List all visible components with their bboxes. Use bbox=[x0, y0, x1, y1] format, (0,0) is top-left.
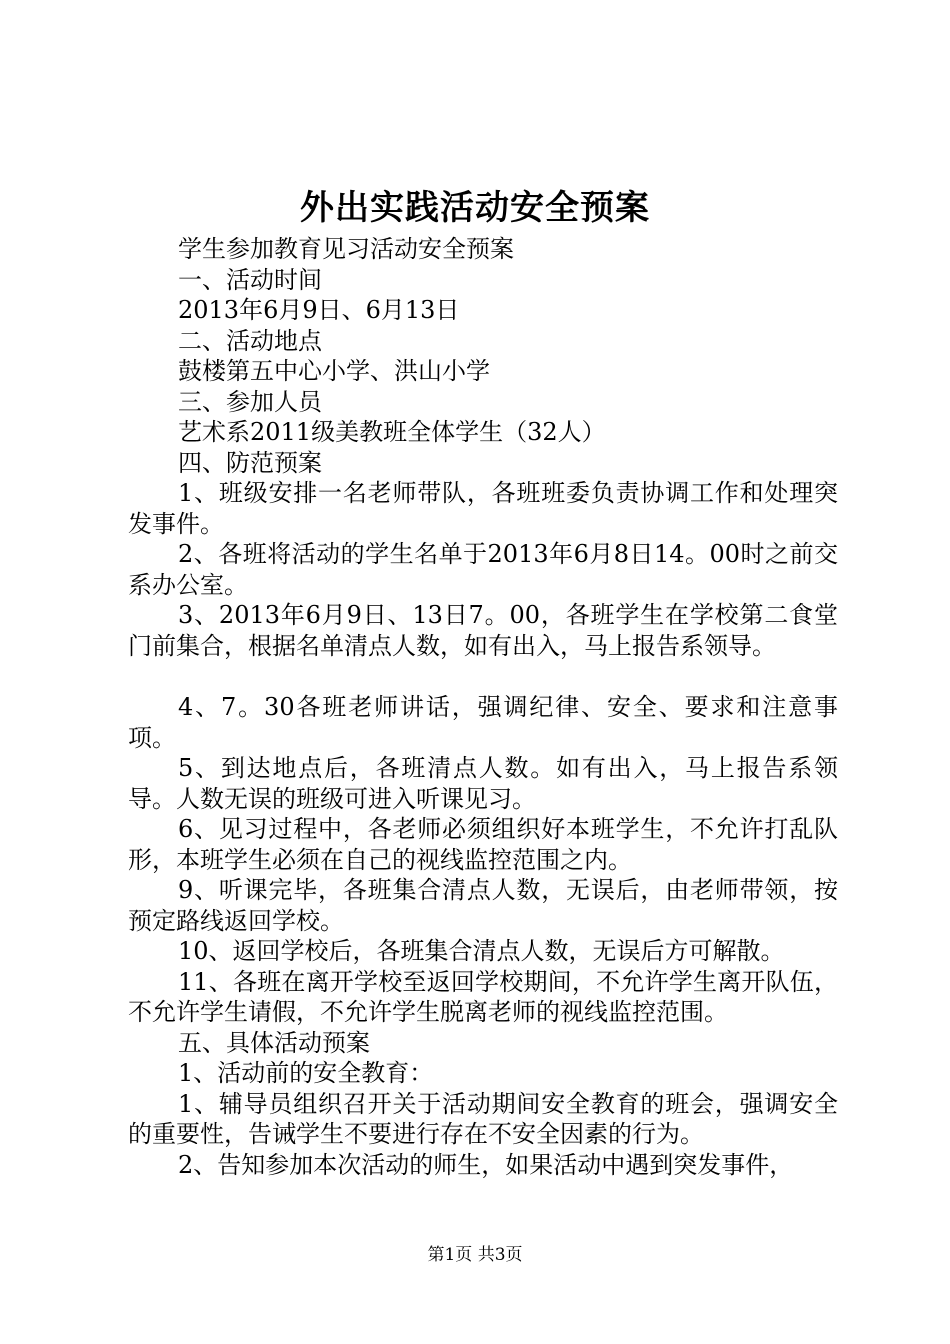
paragraph-location: 鼓楼第五中心小学、洪山小学 bbox=[178, 357, 490, 385]
list-item: 10、返回学校后，各班集合清点人数，无误后方可解散。 bbox=[178, 937, 785, 965]
document-title: 外出实践活动安全预案 bbox=[300, 188, 650, 228]
list-item: 1、辅导员组织召开关于活动期间安全教育的班会，强调安全的重要性，告诫学生不要进行存在不安全因素的行为。 bbox=[128, 1089, 838, 1148]
section-heading-participants: 三、参加人员 bbox=[178, 387, 322, 416]
document-body bbox=[128, 234, 838, 1180]
section-heading-time: 一、活动时间 bbox=[178, 265, 322, 294]
list-item: 3、2013年6月9日、13日7。00，各班学生在学校第二食堂门前集合，根据名单清点人数，如有出入，马上报告系领导。 bbox=[128, 601, 838, 660]
section-heading-prevention: 四、防范预案 bbox=[178, 448, 322, 477]
paragraph-time: 2013年6月9日、6月13日 bbox=[178, 296, 460, 324]
paragraph-participants: 艺术系2011级美教班全体学生（32人） bbox=[178, 418, 606, 446]
list-item: 2、各班将活动的学生名单于2013年6月8日14。00时之前交系办公室。 bbox=[128, 540, 838, 599]
section-heading-activity-plan: 五、具体活动预案 bbox=[178, 1028, 370, 1057]
list-item: 9、听课完毕，各班集合清点人数，无误后，由老师带领，按预定路线返回学校。 bbox=[128, 876, 838, 935]
list-item: 2、告知参加本次活动的师生，如果活动中遇到突发事件， bbox=[178, 1150, 794, 1179]
subsection-heading: 1、活动前的安全教育： bbox=[178, 1059, 434, 1087]
list-item: 11、各班在离开学校至返回学校期间，不允许学生离开队伍，不允许学生请假，不允许学生脱离老师的视线监控范围。 bbox=[128, 967, 838, 1026]
paragraph-subtitle: 学生参加教育见习活动安全预案 bbox=[178, 235, 514, 263]
list-item: 1、班级安排一名老师带队，各班班委负责协调工作和处理突发事件。 bbox=[128, 479, 838, 538]
list-item: 5、到达地点后，各班清点人数。如有出入，马上报告系领导。人数无误的班级可进入听课见习。 bbox=[128, 754, 838, 813]
section-heading-location: 二、活动地点 bbox=[178, 326, 322, 355]
list-item: 4、7。30各班老师讲话，强调纪律、安全、要求和注意事项。 bbox=[128, 693, 838, 752]
page-footer: 第1页 共3页 bbox=[427, 1245, 523, 1265]
list-item: 6、见习过程中，各老师必须组织好本班学生，不允许打乱队形，本班学生必须在自己的视线监控范围之内。 bbox=[128, 815, 838, 874]
